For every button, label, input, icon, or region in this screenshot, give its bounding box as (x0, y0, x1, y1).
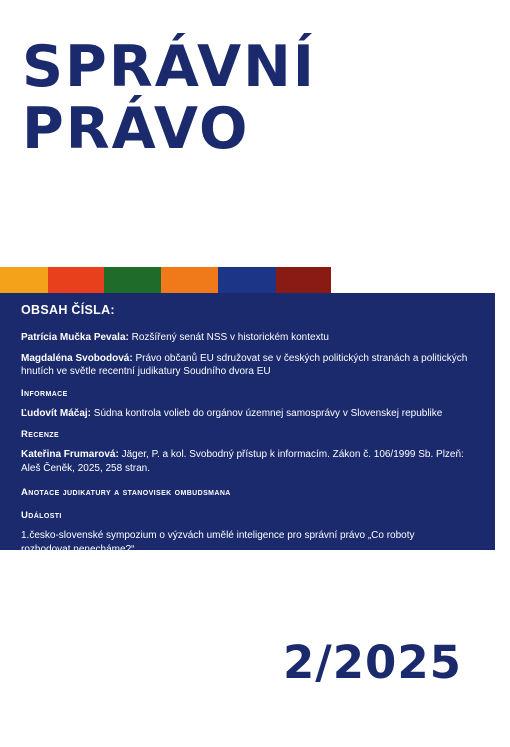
contents-heading: OBSAH ČÍSLA: (21, 303, 115, 317)
section-recenze: Recenze (21, 429, 60, 440)
contents-panel (0, 293, 495, 555)
section-informace: Informace (21, 387, 68, 399)
article-entry (21, 331, 485, 345)
article-entry (21, 448, 485, 475)
article-author: Kateřina Frumarová: (21, 449, 119, 460)
stripe-segment (104, 267, 161, 293)
article-entry (21, 352, 485, 379)
stripe-segment (0, 267, 48, 293)
stripe-segment (48, 267, 104, 293)
stripe-segment (276, 267, 331, 293)
journal-title-line-1: SPRÁVNÍ (22, 34, 316, 100)
article-title: Právo občanů EU sdružovat se v českých politických stranách a politických hnutích ve světle recentní judikatury Soudního dvora EU (21, 352, 468, 377)
article-author: Patrícia Mučka Pevala: (21, 332, 129, 343)
article-author: Ľudovít Máčaj: (21, 407, 92, 419)
stripe-segment (218, 267, 276, 293)
article-author: Magdaléna Svobodová: (21, 352, 133, 364)
article-title: Súdna kontrola volieb do orgánov územnej samosprávy v Slovenskej republike (93, 407, 443, 419)
section-anotace: Anotace judikatury a stanovisek ombudsmana (21, 487, 231, 498)
issue-number: 2/2025 (283, 636, 462, 689)
stripe-segment (161, 267, 218, 293)
journal-title (22, 36, 316, 160)
section-udalosti: Události (21, 510, 62, 521)
article-title: Jäger, P. a kol. Svobodný přístup k informacím. Zákon č. 106/1999 Sb. Plzeň: Aleš Čeněk, 2025, 258 stran. (21, 449, 464, 474)
event-entry: 1.česko-slovenské sympozium o výzvách umělé inteligence pro správní právo „Co roboty rozhodovat nenecháme?“ (21, 530, 415, 555)
article-entry (21, 407, 485, 421)
article-title: Rozšířený senát NSS v historickém kontextu (131, 332, 329, 343)
color-stripe (0, 267, 331, 293)
journal-title-line-2: PRÁVO (22, 96, 250, 162)
